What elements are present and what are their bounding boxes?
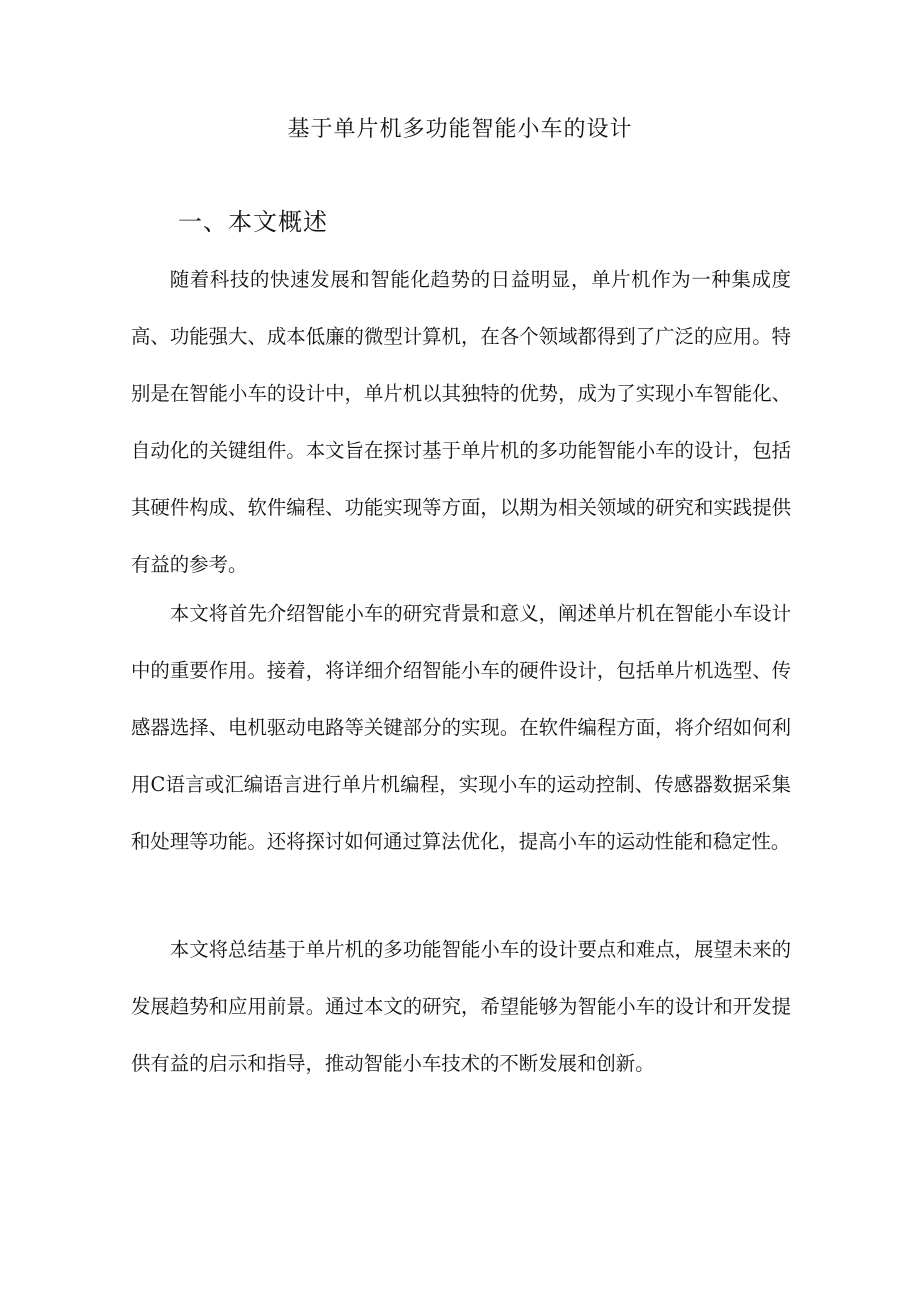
paragraph: 随着科技的快速发展和智能化趋势的日益明显，单片机作为一种集成度高、功能强大、成本低廉的微型计算机，在各个领域都得到了广泛的应用。特别是在智能小车的设计中，单片机以其独特的优势，成为了实现小车智能化、自动化的关键组件。本文旨在探讨基于单片机的多功能智能小车的设计，包括其硬件构成、软件编程、功能实现等方面，以期为相关领域的研究和实践提供有益的参考。 bbox=[131, 268, 791, 576]
paragraph: 本文将总结基于单片机的多功能智能小车的设计要点和难点，展望未来的发展趋势和应用前景。通过本文的研究，希望能够为智能小车的设计和开发提供有益的启示和指导，推动智能小车技术的不断发展和创新。 bbox=[131, 938, 791, 1075]
paragraph: 本文将首先介绍智能小车的研究背景和意义，阐述单片机在智能小车设计中的重要作用。接着，将详细介绍智能小车的硬件设计，包括单片机选型、传感器选择、电机驱动电路等关键部分的实现。在软件编程方面，将介绍如何利用C语言或汇编语言进行单片机编程，实现小车的运动控制、传感器数据采集和处理等功能。还将探讨如何通过算法优化，提高小车的运动性能和稳定性。 bbox=[131, 602, 791, 853]
section-heading: 一、本文概述 bbox=[178, 208, 328, 236]
document-title: 基于单片机多功能智能小车的设计 bbox=[287, 117, 633, 142]
